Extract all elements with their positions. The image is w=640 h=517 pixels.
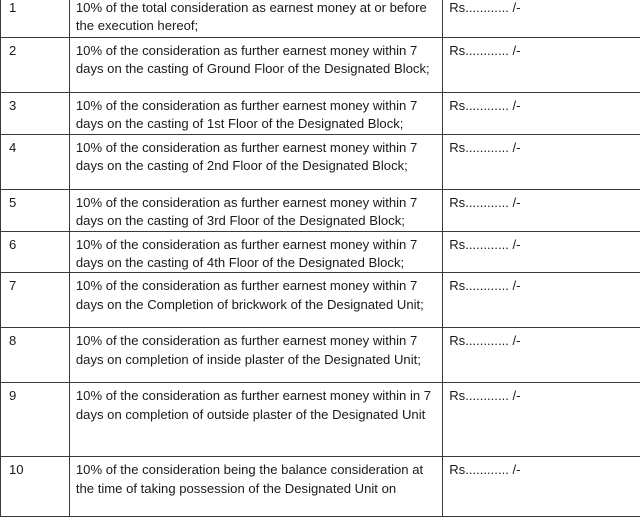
- row-description: 10% of the total consideration as earnest money at or before the execution hereof;: [69, 0, 442, 38]
- row-number: 7: [1, 273, 70, 328]
- row-description: 10% of the consideration being the balance consideration at the time of taking possession of the Designated Unit on: [69, 457, 442, 517]
- table-row: [1, 273, 640, 328]
- amount-text: Rs............ /-: [449, 333, 520, 348]
- row-description: 10% of the consideration as further earnest money within 7 days on the casting of Ground Floor of the Designated Block;: [69, 38, 442, 93]
- table-row: [1, 231, 640, 273]
- row-description: 10% of the consideration as further earnest money within in 7 days on completion of outside plaster of the Designated Unit: [69, 383, 442, 457]
- row-amount: [443, 38, 640, 93]
- amount-text: Rs............ /-: [449, 195, 520, 210]
- row-description: 10% of the consideration as further earnest money within 7 days on the casting of 1st Floor of the Designated Block;: [69, 93, 442, 135]
- row-number: 1: [1, 0, 70, 38]
- amount-text: Rs............ /-: [449, 43, 520, 58]
- amount-text: Rs............ /-: [449, 140, 520, 155]
- table-row: [1, 0, 640, 38]
- table-row: [1, 383, 640, 457]
- row-amount: [443, 383, 640, 457]
- row-description: 10% of the consideration as further earnest money within 7 days on the casting of 2nd Floor of the Designated Block;: [69, 134, 442, 189]
- row-amount: [443, 273, 640, 328]
- amount-text: Rs............ /-: [449, 462, 520, 477]
- row-number: 2: [1, 38, 70, 93]
- amount-text: Rs............ /-: [449, 278, 520, 293]
- row-amount: [443, 134, 640, 189]
- row-number: 9: [1, 383, 70, 457]
- amount-text: Rs............ /-: [449, 98, 520, 113]
- row-number: 3: [1, 93, 70, 135]
- amount-text: Rs............ /-: [449, 0, 520, 15]
- row-amount: [443, 93, 640, 135]
- row-number: 8: [1, 328, 70, 383]
- table-row: [1, 93, 640, 135]
- amount-text: Rs............ /-: [449, 388, 520, 403]
- row-description: 10% of the consideration as further earnest money within 7 days on the Completion of brickwork of the Designated Unit;: [69, 273, 442, 328]
- row-amount: [443, 231, 640, 273]
- row-amount: [443, 0, 640, 38]
- row-description: 10% of the consideration as further earnest money within 7 days on the casting of 3rd Floor of the Designated Block;: [69, 189, 442, 231]
- row-amount: [443, 189, 640, 231]
- row-amount: [443, 457, 640, 517]
- table-row: [1, 189, 640, 231]
- row-number: 10: [1, 457, 70, 517]
- table-row: [1, 328, 640, 383]
- row-amount: [443, 328, 640, 383]
- table-row: [1, 134, 640, 189]
- table-row: [1, 457, 640, 517]
- row-number: 6: [1, 231, 70, 273]
- row-number: 5: [1, 189, 70, 231]
- table-row: [1, 38, 640, 93]
- row-number: 4: [1, 134, 70, 189]
- row-description: 10% of the consideration as further earnest money within 7 days on the casting of 4th Floor of the Designated Block;: [69, 231, 442, 273]
- row-description: 10% of the consideration as further earnest money within 7 days on completion of inside plaster of the Designated Unit;: [69, 328, 442, 383]
- amount-text: Rs............ /-: [449, 237, 520, 252]
